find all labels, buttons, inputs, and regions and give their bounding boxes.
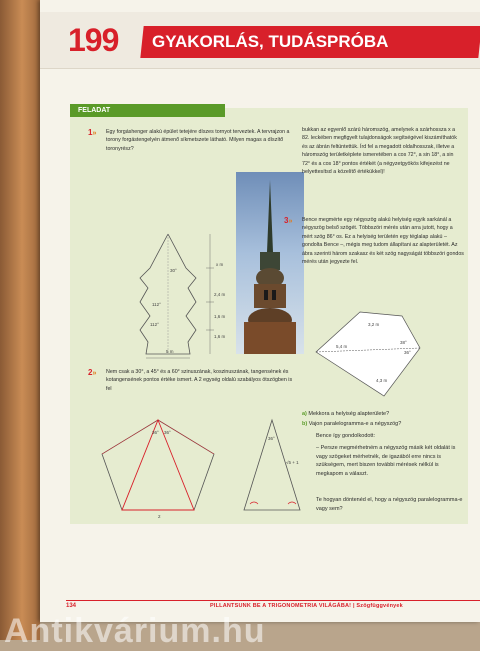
triangle-sqrt-label: √5 + 1 [286, 460, 299, 465]
middle-text: bukkan az egyenlő szárú háromszög, amelynek a szárhossza x a 82. leckében megfigyelt tulajdonságok segítségével kiszámíthatók és az ábrán feltüntettük. Írd fel a megadott oldalhosszak, illetve a háromszög területképlete ismeretében a cos 72°, a sin 18°, a sin 72° és a cos 18° pontos értékét (a négyzetgyökös kifejezést ne helyettesítsd a közelítő értékükkel)! [302, 127, 457, 176]
answer-line-2: – Persze megmérhetném a négyszög másik két oldalát is vagy szögeket mérhetnék, de igazából erre nincs is szükségem, mert biszen további mérések nélkül is megkapom a választ. [316, 445, 456, 477]
figure1-h2-label: 2,4 m [214, 292, 226, 297]
quad-diagonal-label: 5,4 m [336, 344, 348, 349]
footer-title: PILLANTSUNK BE A TRIGONOMETRIA VILÁGÁBA! | Szögfüggvények [210, 603, 403, 609]
figure1-angle-a2: 112° [150, 322, 159, 327]
pentagon-figure [96, 414, 236, 514]
figure1-base-label: 5 m [166, 349, 174, 354]
question-a: a) Mekkora a helyiség alapterülete? [302, 411, 390, 417]
figure1-h4-label: 1,6 m [214, 334, 226, 339]
task-1-text: Egy forgáshenger alakú épület tetejére díszes tornyot terveztek. A tervrajzon a torony forgástengelyén átmenő síkmetszete látható. Milyen magas a díszítő toronyrész? [106, 129, 290, 152]
watermark-text: Antikvárium.hu [4, 612, 266, 650]
quad-angle2-label: 36° [404, 350, 411, 355]
question-b: b) Vajon paralelogramma-e a négyszög? [302, 421, 402, 427]
task-3-text: Bence megmérte egy négyszög alakú helyiség egyik sarkánál a négyszög belső szögét. Többszöri mérés után arra jutott, hogy a mért szög 86° os. Ez a helyiség területén egy téglalap alakú – gondolta Bence –, mégis meg tudom állapítani az alapterületét. Az ábra szerinti három szakasz és két szög nagyságát többszöri gondos mérés után jegyezte fel. [302, 217, 464, 266]
chapter-number: 199 [68, 22, 119, 58]
quad-angle1-label: 38° [400, 340, 407, 345]
quadrilateral-figure [298, 306, 458, 406]
book-page [40, 0, 480, 622]
figure1-angle-a1: 112° [152, 302, 161, 307]
figure1-h3-label: 1,6 m [214, 314, 226, 319]
quad-top-label: 3,2 m [368, 322, 380, 327]
task-1-number: 1» [88, 128, 97, 137]
task-3-number: 3» [284, 216, 293, 225]
figure1-angle-label: 30° [170, 268, 177, 273]
footer-rule [66, 600, 480, 601]
task-2-number: 2» [88, 368, 97, 377]
book-spine [0, 0, 40, 640]
final-question: Te hogyan döntenéd el, hogy a négyszög paralelogramma-e vagy sem? [316, 497, 463, 512]
page-number: 134 [66, 603, 77, 609]
figure1-h1-label: x m [216, 262, 224, 267]
task-2-text: Nem csak a 30°, a 45° és a 60° szinuszának, koszinuszának, tangensének és kotangensének pontos értéke ismert. A 2 egység oldalú szabályos ötszögben is fel [106, 369, 293, 392]
section-label: FELADAT [70, 104, 225, 117]
triangle-top-label: 36° [268, 436, 275, 441]
pentagon-angle-b: 36° [164, 430, 171, 435]
chapter-title: GYAKORLÁS, TUDÁSPRÓBA [140, 26, 480, 58]
tower-photo [236, 172, 304, 354]
pentagon-angle-a: 36° [152, 430, 159, 435]
quad-bottom-label: 4,3 m [376, 378, 388, 383]
answer-line-1: Bence így gondolkodott: [316, 433, 376, 439]
pentagon-side-label: 2 [158, 514, 161, 519]
